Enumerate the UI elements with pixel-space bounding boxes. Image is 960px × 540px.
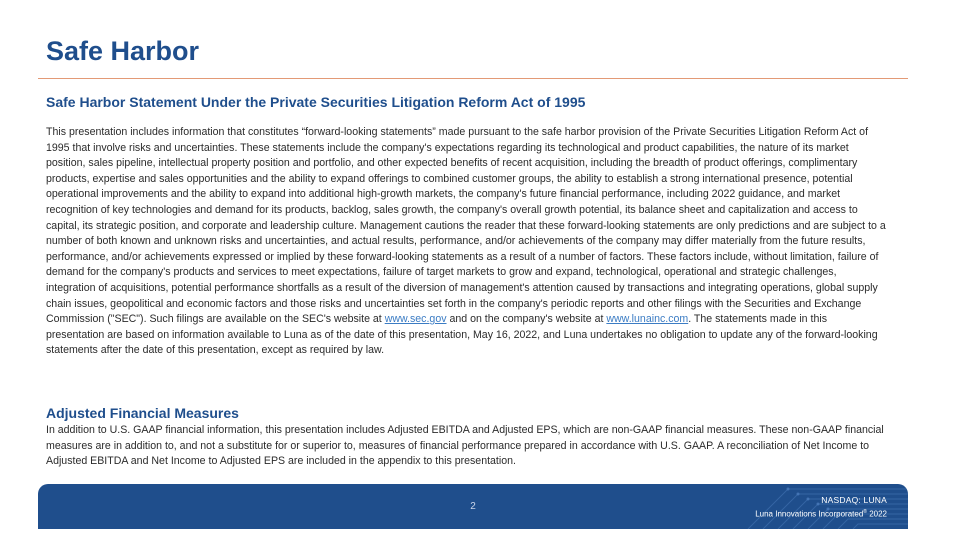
adjusted-measures-paragraph: In addition to U.S. GAAP financial information, this presentation includes Adjusted EBITDA and Adjusted EPS, which are non-GAAP financial measures. These non-GAAP financial measures are in addition to, and not a substitute for or superior to, measures of financial performance prepared in accordance with U.S. GAAP. A reconciliation of Net Income to Adjusted EBITDA and Net Income to Adjusted EPS are included in the appendix to this presentation. xyxy=(46,424,884,468)
copyright-year: 2022 xyxy=(866,509,887,519)
copyright-notice xyxy=(755,509,887,519)
safe-harbor-text-end: . The statements made in this presentation are based on information available to Luna as of the date of this presentation, May 16, 2022, and Luna undertakes no obligation to update any of the forward-looking statements after the date of this presentation, except as required by law. xyxy=(46,313,878,357)
safe-harbor-text: This presentation includes information that constitutes “forward-looking statements” made pursuant to the safe harbor provision of the Private Securities Litigation Reform Act of 1995 that involve risks and uncertainties. These statements include the company's expectations regarding its technological and product capabilities, the nature of its market position, sales pipeline, intellectual property position and portfolio, and other expected benefits of recent acquisition, including the breadth of product offerings, complimentary products, expertise and sales opportunities and the ability to expand offerings to combined customer groups, the ability to establish a strong international presence, potential operational improvements and the ability to expand into additional high-growth markets, the company's future financial performance, including 2022 guidance, and market recognition of key technologies and demand for its products, backlog, sales growth, the company's overall growth potential, its balance sheet and capitalization and access to capital, its strategic position, and corporate and leadership culture. Management cautions the reader that these forward-looking statements are only predictions and are subject to a number of both known and unknown risks and uncertainties, and actual results, performance, and/or achievements of the company may differ materially from the future results, performance, and/or achievements expressed or implied by these forward-looking statements as a result of a number of factors. These factors include, without limitation, failure of demand for the company's products and services to meet expectations, failure of target markets to grow and expand, technological, operational and strategic challenges, integration of acquisitions, potential performance shortfalls as a result of the diversion of management's attention caused by transactions and integrating operations, global supply chain issues, geopolitical and economic factors and those risks and uncertainties set forth in the company's periodic reports and other filings with the Securities and Exchange Commission ("SEC"). Such filings are available on the SEC's website at xyxy=(46,126,886,326)
safe-harbor-heading: Safe Harbor Statement Under the Private Securities Litigation Reform Act of 1995 xyxy=(46,94,586,110)
registered-mark: ® xyxy=(863,509,867,515)
copyright-name: Luna Innovations Incorporated xyxy=(755,509,864,519)
page-number: 2 xyxy=(470,501,476,512)
page-title: Safe Harbor xyxy=(46,36,200,66)
safe-harbor-text-middle: and on the company's website at xyxy=(446,313,607,326)
title-divider xyxy=(38,78,908,79)
adjusted-measures-heading: Adjusted Financial Measures xyxy=(46,405,239,421)
safe-harbor-paragraph xyxy=(46,125,886,359)
footer-bar xyxy=(38,484,908,529)
sec-website-link[interactable]: www.sec.gov xyxy=(384,313,447,326)
nasdaq-ticker: NASDAQ: LUNA xyxy=(821,495,887,505)
luna-website-link[interactable]: www.lunainc.com xyxy=(606,313,689,326)
